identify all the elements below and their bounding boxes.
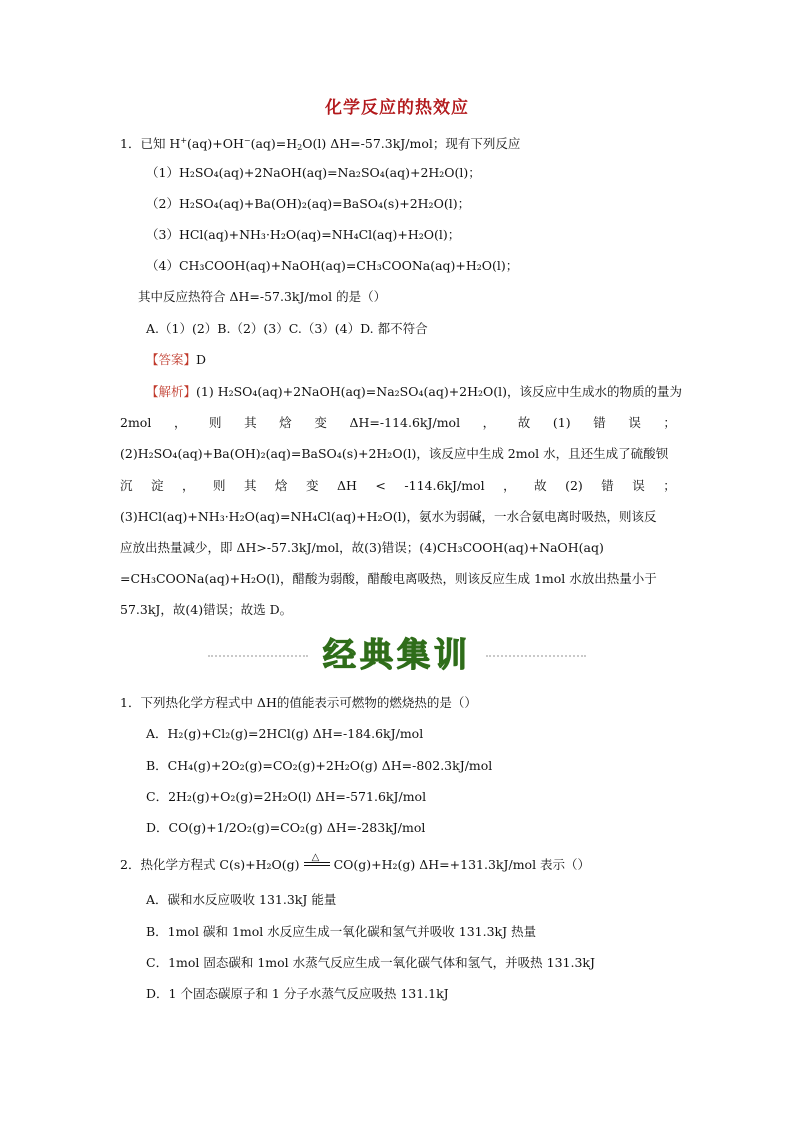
analysis-word: 2mol bbox=[120, 415, 152, 430]
analysis-text: (1) H₂SO₄(aq)+2NaOH(aq)=Na₂SO₄(aq)+2H₂O(l)，该反应中生成水的物质的量为 bbox=[196, 384, 683, 399]
answer-tag: 【答案】 bbox=[146, 352, 197, 367]
analysis-word: (1) bbox=[552, 415, 571, 430]
p2-option-c: C．1mol 固态碳和 1mol 水蒸气反应生成一氧化碳气体和氢气，并吸热 131.3kJ bbox=[146, 955, 595, 970]
p2-option-d: D．1 个固态碳原子和 1 分子水蒸气反应吸热 131.1kJ bbox=[146, 986, 449, 1001]
heat-mark: △ bbox=[311, 852, 320, 863]
q1-analysis-line-5: (3)HCl(aq)+NH₃·H₂O(aq)=NH₄Cl(aq)+H₂O(l)，氨水为弱碱，一水合氨电离时吸热，则该反 bbox=[120, 509, 657, 524]
q1-analysis-line-7: =CH₃COONa(aq)+H₂O(l)，醋酸为弱酸，醋酸电离吸热，则该反应生成 1mol 水放出热量小于 bbox=[120, 571, 657, 586]
analysis-word: ； bbox=[663, 415, 676, 430]
q1-ask: 其中反应热符合 ΔH=-57.3kJ/mol 的是（） bbox=[138, 289, 387, 304]
analysis-word: 其 bbox=[244, 415, 257, 430]
document-title: 化学反应的热效应 bbox=[325, 98, 469, 118]
analysis-tag: 【解析】 bbox=[146, 384, 197, 399]
analysis-word: ， bbox=[482, 415, 496, 430]
q1-answer bbox=[146, 351, 206, 369]
analysis-word: 淀 bbox=[151, 478, 164, 493]
q1-stem-part: (aq)+OH bbox=[187, 136, 244, 151]
analysis-word: ； bbox=[663, 478, 676, 493]
analysis-word: ， bbox=[503, 478, 516, 493]
p1-option-c: C．2H₂(g)+O₂(g)=2H₂O(l) ΔH=-571.6kJ/mol bbox=[146, 789, 427, 804]
analysis-word: ΔH bbox=[337, 478, 357, 493]
analysis-word: (2) bbox=[565, 478, 583, 493]
banner-title: 经典集训 bbox=[323, 635, 471, 674]
q1-analysis-line-6: 应放出热量减少，即 ΔH>-57.3kJ/mol，故(3)错误；(4)CH₃COOH(aq)+NaOH(aq) bbox=[120, 540, 604, 555]
q1-reaction-3: （3）HCl(aq)+NH₃·H₂O(aq)=NH₄Cl(aq)+H₂O(l)； bbox=[146, 227, 461, 242]
analysis-word: 变 bbox=[314, 415, 327, 430]
analysis-word: 焓 bbox=[275, 478, 288, 493]
q1-reaction-1: （1）H₂SO₄(aq)+2NaOH(aq)=Na₂SO₄(aq)+2H₂O(l)； bbox=[146, 165, 481, 180]
banner-divider-right bbox=[486, 655, 586, 657]
analysis-word: 误 bbox=[628, 415, 641, 430]
analysis-word: 误 bbox=[632, 478, 645, 493]
q1-analysis-line-3: (2)H₂SO₄(aq)+Ba(OH)₂(aq)=BaSO₄(s)+2H₂O(l)，该反应中生成 2mol 水，且还生成了硫酸钡 bbox=[120, 446, 669, 461]
analysis-word: ， bbox=[173, 415, 187, 430]
analysis-word: < bbox=[375, 478, 386, 493]
heating-arrow-icon bbox=[304, 852, 330, 869]
banner-divider-left bbox=[208, 655, 308, 657]
p1-stem: 1．下列热化学方程式中 ΔH的值能表示可燃物的燃烧热的是（） bbox=[120, 695, 477, 710]
q1-analysis-line-2 bbox=[120, 414, 676, 432]
analysis-word: 焓 bbox=[279, 415, 292, 430]
p1-option-a: A．H₂(g)+Cl₂(g)=2HCl(g) ΔH=-184.6kJ/mol bbox=[146, 726, 424, 741]
analysis-word: ΔH=-114.6kJ/mol bbox=[349, 415, 461, 430]
q1-stem: 1．已知 $H^+(aq)+OH^-(aq)=H_2O(l)$ ΔH=-57.3kJ/mol；现有下列反应 bbox=[120, 136, 521, 152]
p2-stem bbox=[120, 852, 591, 874]
analysis-word: 故 bbox=[517, 415, 531, 430]
analysis-word: 错 bbox=[593, 415, 606, 430]
q1-stem-part: 1．已知 H bbox=[120, 136, 181, 151]
p1-option-d: D．CO(g)+1/2O₂(g)=CO₂(g) ΔH=-283kJ/mol bbox=[146, 820, 426, 835]
analysis-word: 其 bbox=[244, 478, 257, 493]
p2-stem-right: CO(g)+H₂(g) ΔH=+131.3kJ/mol 表示（） bbox=[333, 857, 591, 872]
analysis-word: 则 bbox=[213, 478, 226, 493]
q1-options: A.（1）(2）B.（2）(3）C.（3）(4）D. 都不符合 bbox=[146, 321, 428, 336]
p1-option-b: B．CH₄(g)+2O₂(g)=CO₂(g)+2H₂O(g) ΔH=-802.3kJ/mol bbox=[146, 758, 493, 773]
q1-stem-part: (aq)=H bbox=[250, 136, 298, 151]
section-banner bbox=[208, 632, 586, 678]
q1-reaction-2: （2）H₂SO₄(aq)+Ba(OH)₂(aq)=BaSO₄(s)+2H₂O(l)； bbox=[146, 196, 471, 211]
p2-option-b: B．1mol 碳和 1mol 水反应生成一氧化碳和氢气并吸收 131.3kJ 热量 bbox=[146, 924, 537, 939]
q1-analysis-line-1 bbox=[146, 383, 682, 401]
analysis-word: -114.6kJ/mol bbox=[404, 478, 485, 493]
answer-value: D bbox=[196, 352, 207, 367]
analysis-word: 变 bbox=[306, 478, 319, 493]
analysis-word: 故 bbox=[534, 478, 547, 493]
q1-analysis-line-4 bbox=[120, 477, 676, 495]
q1-analysis-line-8: 57.3kJ，故(4)错误；故选 D。 bbox=[120, 602, 293, 617]
p2-stem-left: 2．热化学方程式 C(s)+H₂O(g) bbox=[120, 857, 300, 872]
p2-option-a: A．碳和水反应吸收 131.3kJ 能量 bbox=[146, 892, 337, 907]
analysis-word: 则 bbox=[209, 415, 222, 430]
analysis-word: ， bbox=[182, 478, 195, 493]
q1-reaction-4: （4）CH₃COOH(aq)+NaOH(aq)=CH₃COONa(aq)+H₂O(l)； bbox=[146, 258, 519, 273]
analysis-word: 错 bbox=[601, 478, 614, 493]
q1-stem-part: O(l) ΔH=-57.3kJ/mol；现有下列反应 bbox=[302, 136, 521, 151]
analysis-word: 沉 bbox=[120, 478, 133, 493]
